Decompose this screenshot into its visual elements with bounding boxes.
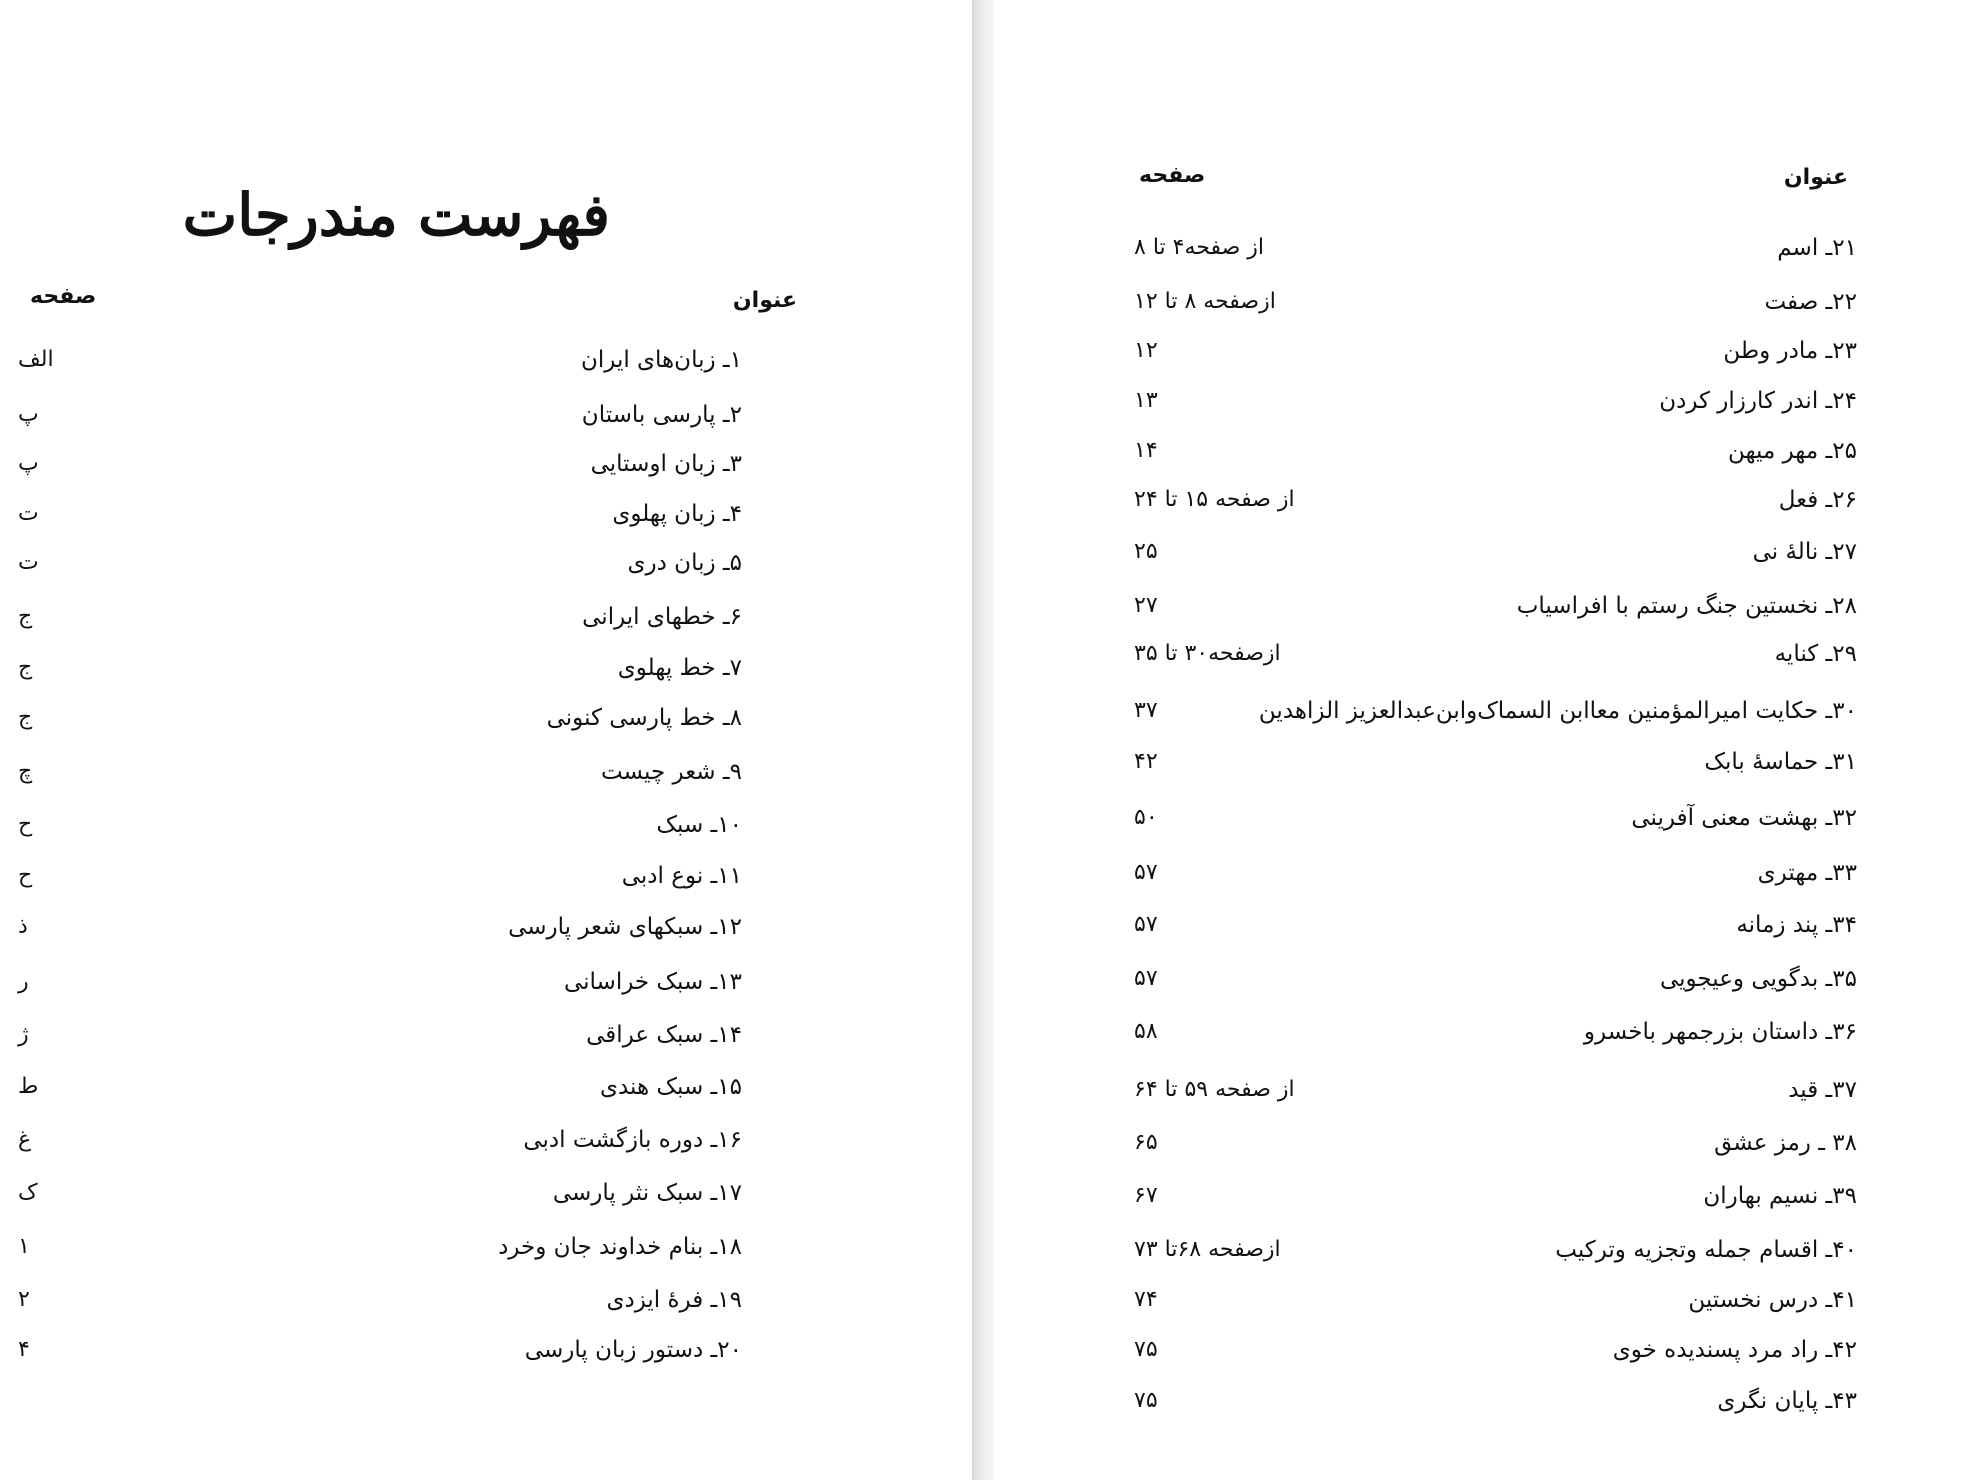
toc-entry-page: ج: [18, 655, 33, 680]
toc-entry: [994, 853, 1970, 893]
toc-entry: [994, 798, 1970, 838]
toc-entry-title: ۱۳ـ سبک خراسانی: [563, 969, 742, 995]
toc-entry-title: ۹ـ شعر چیست: [600, 759, 742, 785]
toc-entry-title: ۳۳ـ مهتری: [1757, 860, 1857, 886]
toc-entry-title: ۲۳ـ مادر وطن: [1723, 338, 1857, 364]
toc-entry: [0, 805, 972, 845]
toc-entry: [0, 752, 972, 792]
toc-entry-page: ژ: [18, 1022, 29, 1047]
toc-entry-page: ۱: [18, 1234, 30, 1259]
toc-entry-title: ۱۱ـ نوع ادبی: [621, 863, 742, 889]
toc-entry-title: ۵ـ زبان دری: [627, 550, 742, 576]
toc-entry-page: از صفحه ۵۹ تا ۶۴: [1134, 1077, 1295, 1102]
toc-entry-page: ۵۸: [1134, 1019, 1158, 1044]
toc-entry-page: ت: [18, 501, 39, 526]
toc-entry-page: ۲: [18, 1287, 30, 1312]
toc-entry-page: ت: [18, 550, 39, 575]
toc-entry: [0, 856, 972, 896]
toc-entry: [994, 331, 1970, 371]
toc-entry-page: ۵۷: [1134, 912, 1158, 937]
toc-entry: [994, 431, 1970, 471]
toc-entry-title: ۳۸ ـ رمز عشق: [1714, 1130, 1857, 1156]
column-header-page: صفحه: [30, 284, 97, 309]
left-page: [0, 0, 972, 1480]
toc-entry: [0, 1173, 972, 1213]
toc-entry: [994, 1123, 1970, 1163]
toc-entry-page: از صفحه۴ تا ۸: [1134, 235, 1265, 260]
toc-entry-title: ۲۸ـ نخستین جنگ رستم با افراسیاب: [1516, 593, 1857, 619]
toc-entry-page: ر: [18, 969, 29, 994]
toc-entry-title: ۱۰ـ سبک: [656, 812, 742, 838]
toc-entry-title: ۲۷ـ نالهٔ نی: [1752, 539, 1857, 565]
toc-entry: [0, 1280, 972, 1320]
right-page: [994, 0, 1970, 1480]
toc-entry: [994, 586, 1970, 626]
toc-entry-page: الف: [18, 347, 54, 372]
column-header-page: صفحه: [1139, 163, 1206, 188]
page-title: فهرست مندرجات: [182, 181, 610, 249]
toc-entry-page: ۳۷: [1134, 698, 1158, 723]
toc-entry: [994, 959, 1970, 999]
toc-entry: [0, 1067, 972, 1107]
toc-entry-title: ۲۲ـ صفت: [1764, 289, 1857, 315]
toc-entry-title: ۱۸ـ بنام خداوند جان وخرد: [498, 1234, 742, 1260]
toc-entry-title: ۴۲ـ راد مرد پسندیده خوی: [1612, 1337, 1857, 1363]
toc-entry-title: ۳۴ـ پند زمانه: [1736, 912, 1857, 938]
toc-entry: [994, 634, 1970, 674]
toc-entry-title: ۴۳ـ پایان نگری: [1717, 1388, 1857, 1414]
toc-entry: [994, 905, 1970, 945]
toc-entry-title: ۲۶ـ فعل: [1778, 487, 1857, 513]
toc-entry-title: ۳۵ـ بدگویی وعیجویی: [1659, 966, 1857, 992]
toc-entry: [994, 1330, 1970, 1370]
toc-entry-page: ۱۴: [1134, 438, 1158, 463]
toc-entry: [994, 691, 1970, 731]
toc-entry-title: ۳۱ـ حماسهٔ بابک: [1704, 749, 1857, 775]
toc-entry: [994, 480, 1970, 520]
toc-entry-page: ۵۷: [1134, 860, 1158, 885]
toc-entry-page: ط: [18, 1074, 39, 1099]
toc-entry-page: ازصفحه۳۰ تا ۳۵: [1134, 641, 1281, 666]
toc-entry-page: ۷۵: [1134, 1388, 1158, 1413]
toc-entry: [994, 1012, 1970, 1052]
toc-entry-page: ۴۲: [1134, 749, 1158, 774]
toc-entry: [0, 962, 972, 1002]
toc-entry-title: ۱۴ـ سبک عراقی: [586, 1022, 742, 1048]
toc-entry: [0, 907, 972, 947]
toc-entry-page: ۷۴: [1134, 1287, 1158, 1312]
toc-entry-page: ۵۷: [1134, 966, 1158, 991]
toc-entry-title: ۱۷ـ سبک نثر پارسی: [552, 1180, 742, 1206]
column-header-title: عنوان: [732, 288, 797, 313]
toc-entry-title: ۳۶ـ داستان بزرجمهر باخسرو: [1583, 1019, 1857, 1045]
toc-entry: [0, 340, 972, 380]
toc-entry-page: ازصفحه ۶۸تا ۷۳: [1134, 1237, 1281, 1262]
toc-entry-title: ۲۱ـ اسم: [1777, 235, 1857, 261]
toc-entry-title: ۱۵ـ سبک هندی: [599, 1074, 742, 1100]
toc-entry-title: ۴ـ زبان پهلوی: [612, 501, 742, 527]
toc-entry-page: ۲۷: [1134, 593, 1158, 618]
toc-entry-title: ۳۲ـ بهشت معنی آفرینی: [1631, 805, 1857, 831]
toc-entry: [0, 1015, 972, 1055]
toc-entry: [0, 1330, 972, 1370]
toc-entry: [994, 282, 1970, 322]
toc-entry-title: ۲۵ـ مهر میهن: [1727, 438, 1857, 464]
toc-entry-page: ۶۷: [1134, 1183, 1158, 1208]
toc-entry-title: ۲۰ـ دستور زبان پارسی: [524, 1337, 742, 1363]
toc-entry-title: ۱۹ـ فرهٔ ایزدی: [606, 1287, 742, 1313]
toc-entry: [0, 597, 972, 637]
toc-entry-title: ۳۹ـ نسیم بهاران: [1703, 1183, 1857, 1209]
toc-entry-page: ۱۳: [1134, 388, 1158, 413]
toc-entry: [0, 1227, 972, 1267]
toc-entry: [994, 1176, 1970, 1216]
toc-entry: [994, 532, 1970, 572]
toc-entry: [0, 698, 972, 738]
toc-entry-page: چ: [18, 759, 33, 784]
toc-entry-title: ۳۷ـ قید: [1788, 1077, 1857, 1103]
toc-entry-title: ۱۶ـ دوره بازگشت ادبی: [523, 1127, 742, 1153]
toc-entry-title: ۷ـ خط پهلوی: [617, 655, 742, 681]
toc-entry-page: ۱۲: [1134, 338, 1158, 363]
toc-entry-page: ذ: [18, 914, 28, 939]
toc-entry-page: ح: [18, 863, 33, 888]
toc-entry: [994, 228, 1970, 268]
toc-entry-title: ۲ـ پارسی باستان: [581, 402, 742, 428]
toc-entry: [0, 1120, 972, 1160]
toc-entry-page: پ: [18, 402, 39, 427]
toc-entry-page: ۶۵: [1134, 1130, 1158, 1155]
book-gutter: [972, 0, 994, 1480]
toc-entry-page: غ: [18, 1127, 32, 1152]
toc-entry-page: ۵۰: [1134, 805, 1158, 830]
toc-entry-page: ۷۵: [1134, 1337, 1158, 1362]
toc-entry-title: ۸ـ خط پارسی کنونی: [546, 705, 742, 731]
toc-entry-page: از صفحه ۱۵ تا ۲۴: [1134, 487, 1295, 512]
toc-entry-page: ج: [18, 705, 33, 730]
toc-entry-title: ۶ـ خطهای ایرانی: [582, 604, 742, 630]
toc-entry-title: ۲۴ـ اندر کارزار کردن: [1659, 388, 1857, 414]
toc-entry-title: ۳۰ـ حکایت امیرالمؤمنین معاابن السماک‌وابن‌عبدالعزیز الزاهدین: [1258, 698, 1857, 724]
toc-entry: [994, 742, 1970, 782]
toc-entry-page: ک: [18, 1180, 38, 1205]
toc-entry-page: ج: [18, 604, 33, 629]
toc-entry-title: ۳ـ زبان اوستایی: [590, 451, 742, 477]
toc-entry: [0, 543, 972, 583]
toc-entry: [994, 1230, 1970, 1270]
column-header-title: عنوان: [1783, 165, 1848, 190]
toc-entry-page: پ: [18, 451, 39, 476]
toc-entry-title: ۴۱ـ درس نخستین: [1688, 1287, 1857, 1313]
toc-entry-page: ح: [18, 812, 33, 837]
toc-entry-page: ۴: [18, 1337, 30, 1362]
toc-entry-title: ۴۰ـ اقسام جمله وتجزیه وترکیب: [1555, 1237, 1857, 1263]
toc-entry: [0, 648, 972, 688]
toc-entry: [0, 494, 972, 534]
toc-entry: [994, 1070, 1970, 1110]
toc-entry-title: ۱ـ زبان‌های ایران: [580, 347, 742, 373]
toc-entry-page: ۲۵: [1134, 539, 1158, 564]
toc-entry: [994, 1381, 1970, 1421]
toc-entry-page: ازصفحه ۸ تا ۱۲: [1134, 289, 1276, 314]
toc-entry: [0, 444, 972, 484]
toc-entry-title: ۲۹ـ کنایه: [1774, 641, 1857, 667]
toc-entry-title: ۱۲ـ سبکهای شعر پارسی: [508, 914, 742, 940]
toc-entry: [994, 1280, 1970, 1320]
toc-entry: [0, 395, 972, 435]
toc-entry: [994, 381, 1970, 421]
